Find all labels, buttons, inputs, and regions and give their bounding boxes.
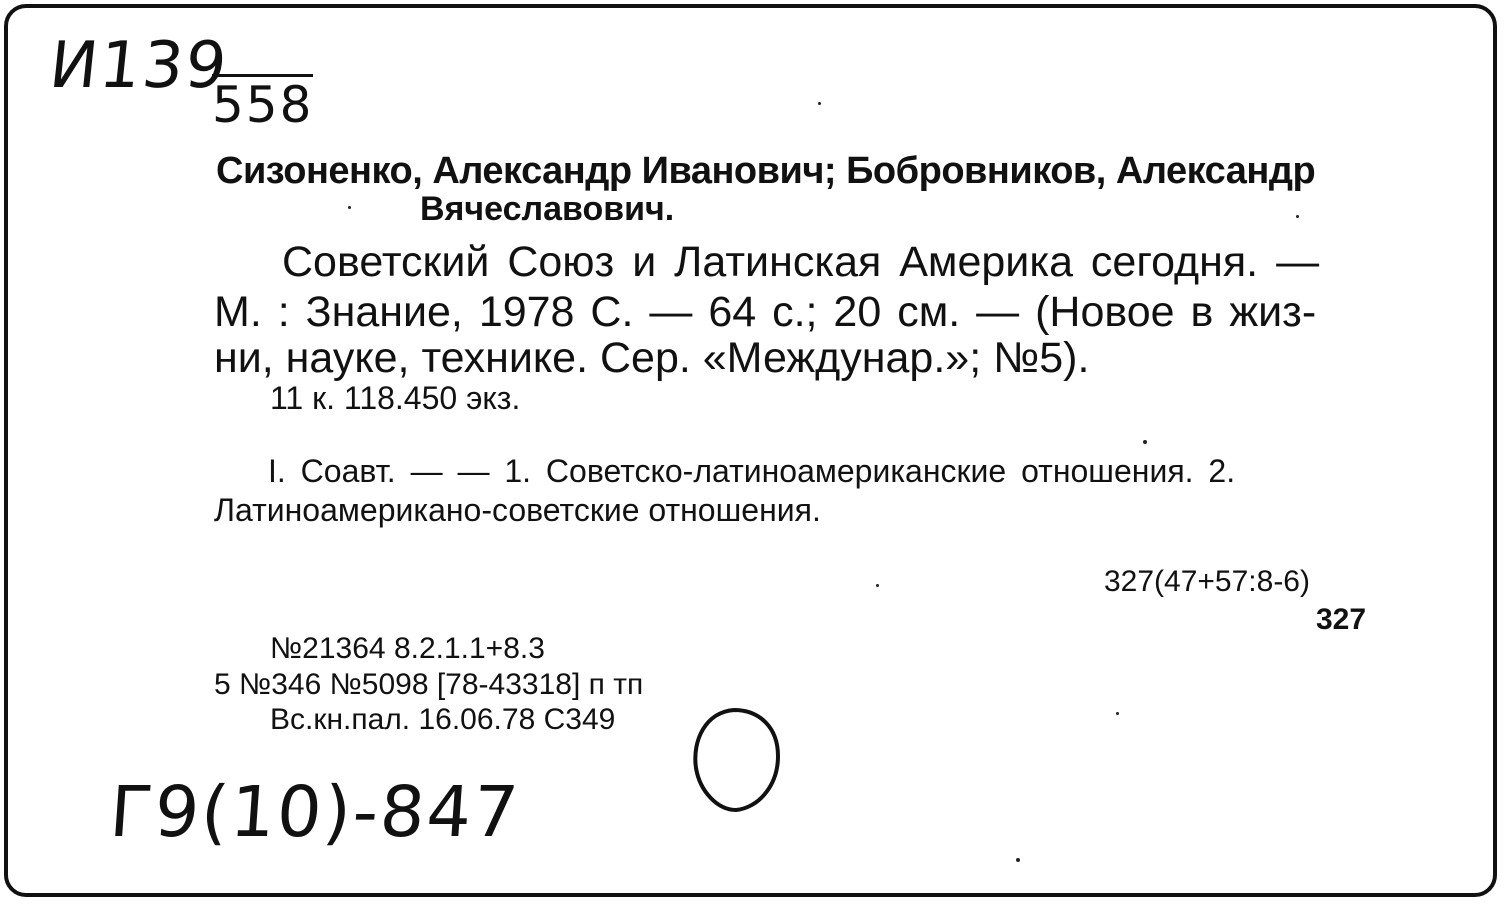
oval-stamp-mark [688,706,782,814]
registry-line-2: 5 №346 №5098 [78-43318] п тп [214,668,644,701]
registry-line-1: №21364 8.2.1.1+8.3 [270,632,545,665]
author-line-continued: Вячеславович. [420,190,675,228]
handwritten-inventory-number: Г9(10)-847 [107,771,523,853]
speck [1016,858,1020,862]
registry-line-3: Вс.кн.пал. 16.06.78 С349 [270,703,616,736]
subject-headings-line-2: Латиноамерикано-советские отношения. [214,492,821,528]
speck [1143,440,1147,444]
subject-headings-line-1: I. Соавт. — — 1. Советско-латиноамериканские отношения. 2. [268,453,1236,489]
title-line-1: Советский Союз и Латинская Америка сегодня. — [282,238,1320,286]
handwritten-shelfmark-denominator: 558 [212,76,314,134]
speck [1296,215,1299,218]
title-line-2: М. : Знание, 1978 С. — 64 с.; 20 см. — (Новое в жиз- [214,288,1317,336]
author-line: Сизоненко, Александр Иванович; Бобровников, Александр [216,150,1316,192]
title-line-3: ни, науке, технике. Сер. «Междунар.»; №5). [214,334,1090,382]
speck [348,206,351,209]
udc-classification: 327(47+57:8-6) [1104,565,1310,598]
speck [818,102,821,105]
speck [876,584,879,587]
handwritten-shelfmark: И139 [46,29,232,103]
classification-code: 327 [1316,603,1367,636]
speck [1116,712,1119,715]
price-and-print-run: 11 к. 118.450 экз. [270,380,521,416]
